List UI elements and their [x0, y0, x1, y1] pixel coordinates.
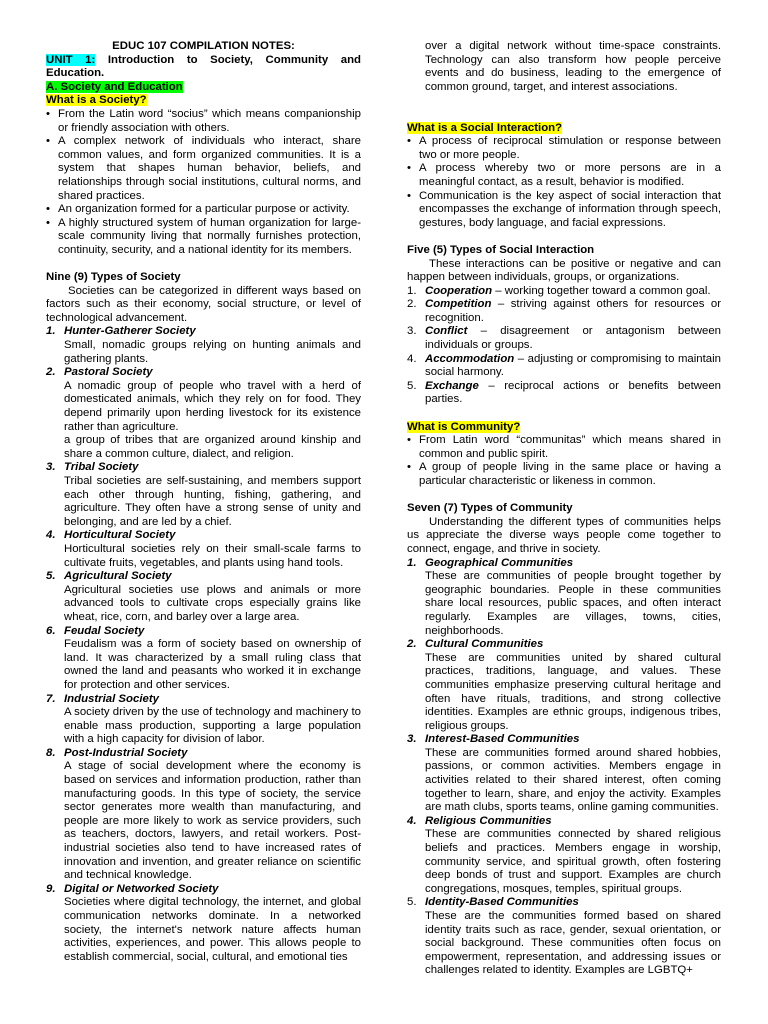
list-item: 5. Agricultural Society	[46, 570, 172, 583]
list-item: • A process of reciprocal stimulation or response between two or more people.	[407, 135, 721, 161]
list-item: • A highly structured system of human organization for large-scale community living that normally furnishes protection, continuity, security, and a national identity for its members.	[46, 216, 361, 256]
list-item: 4. Accommodation – adjusting or compromising to maintain social harmony.	[407, 352, 721, 379]
list-item: • A group of people living in the same place or having a particular characteristic or likeness in common.	[407, 461, 721, 487]
section-heading-five-types: Five (5) Types of Social Interaction	[407, 243, 595, 256]
question-social-interaction: What is a Social Interaction?	[407, 121, 563, 134]
paragraph: These are communities connected by shared religious beliefs and practices. Members engage in worship, community service, and spiritual growth, often fostering deep bonds of trust and support. Examples are church congregations, mosques, temples, spiritual groups.	[425, 828, 721, 895]
paragraph: Small, nomadic groups relying on hunting animals and gathering plants.	[64, 339, 361, 365]
paragraph: These are communities formed around shared hobbies, passions, or common activities. Members engage in activities related to their shared interest, often coming together to learn, share, and enjoy the activity. Examples are math clubs, sports teams, online gaming communities.	[425, 746, 721, 814]
list-item: 5. Identity-Based Communities	[407, 896, 579, 909]
paragraph: A nomadic group of people who travel with a herd of domesticated animals, which they rely on for food. They depend primarily upon herding livestock for its existence rather than agriculture.	[64, 379, 361, 433]
unit-heading	[46, 54, 361, 81]
question-society: What is a Society?	[46, 94, 147, 107]
list-item: 8. Post-Industrial Society	[46, 746, 188, 759]
section-heading-nine-types: Nine (9) Types of Society	[46, 271, 181, 284]
list-item: 1. Hunter-Gatherer Society	[46, 325, 196, 338]
paragraph: These are the communities formed based on shared identity traits such as race, gender, sexual orientation, or social background. These communities often focus on empowerment, representation, and addressing issues or challenges related to identity. Examples are LGBTQ+	[425, 910, 721, 977]
paragraph: Societies can be categorized in different ways based on factors such as their economy, social structure, or level of technological advancement.	[46, 284, 361, 324]
list-item: • From Latin word “communitas” which means shared in common and public spirit.	[407, 434, 721, 460]
list-item: 3. Interest-Based Communities	[407, 733, 580, 746]
paragraph: Tribal societies are self-sustaining, and members support each other through hunting, fishing, gathering, and agriculture. They often have a strong sense of unity and belonging, and are led by a chief.	[64, 475, 361, 528]
section-heading-seven-types: Seven (7) Types of Community	[407, 502, 573, 515]
paragraph: Feudalism was a form of society based on ownership of land. It was characterized by a small ruling class that owned the land and peasants who worked it in exchange for protection and other services.	[64, 638, 361, 691]
paragraph: Understanding the different types of communities helps us appreciate the diverse ways people come together to connect, engage, and thrive in society.	[407, 515, 721, 555]
list-item: 1. Cooperation – working together toward a common goal.	[407, 284, 711, 297]
paragraph: Agricultural societies use plows and animals or more advanced tools to cultivate crops especially grains like wheat, rice, corn, and barley over a large area.	[64, 583, 361, 623]
unit-title: Introduction to Society, Community and Education.	[46, 53, 361, 80]
list-item: 9. Digital or Networked Society	[46, 882, 219, 895]
unit-label: UNIT 1:	[46, 53, 96, 66]
list-item: 3. Conflict – disagreement or antagonism between individuals or groups.	[407, 325, 721, 352]
document-title: EDUC 107 COMPILATION NOTES:	[112, 40, 295, 52]
list-item: 2. Cultural Communities	[407, 638, 544, 651]
list-item: 4. Religious Communities	[407, 814, 552, 827]
paragraph: over a digital network without time-space constraints. Technology can also transform how people perceive events and do business, leading to the emergence of common ground, target, and interest associations.	[425, 40, 721, 93]
list-item: 2. Pastoral Society	[46, 366, 153, 379]
list-item: • A complex network of individuals who interact, share common values, and form organized communities. It is a system that shapes human behavior, beliefs, and relationships through social institutions, cultural norms, and shared practices.	[46, 135, 361, 202]
list-item: • From the Latin word “socius” which means companionship or friendly association with others.	[46, 107, 361, 134]
paragraph: These are communities of people brought together by geographic boundaries. People in these communities share local resources, public spaces, and often interact regularly. Examples are villages, towns, cities, neighborhoods.	[425, 570, 721, 637]
list-item: • An organization formed for a particular purpose or activity.	[46, 203, 350, 216]
list-item: 2. Competition – striving against others for resources or recognition.	[407, 298, 721, 324]
paragraph: Horticultural societies rely on their small-scale farms to cultivate fruits, vegetables, and plants using hand tools.	[64, 542, 361, 569]
paragraph: A stage of social development where the economy is based on services and information production, rather than manufacturing goods. In this type of society, the service sector generates more wealth than manufacturing, and people are more likely to work as service providers, such as teachers, doctors, lawyers, and retail workers. Post-industrial societies also tend to have increased rates of innovation and invention, and greater reliance on scientific and technical knowledge.	[64, 760, 361, 882]
list-item: • A process whereby two or more persons are in a meaningful contact, as a result, behavior is modified.	[407, 162, 721, 188]
left-column	[46, 40, 361, 964]
list-item: 1. Geographical Communities	[407, 556, 574, 569]
list-item: 3. Tribal Society	[46, 461, 139, 474]
list-item: 4. Horticultural Society	[46, 529, 176, 542]
paragraph: a group of tribes that are organized around kinship and share a common culture, dialect, and religion.	[64, 434, 361, 460]
paragraph: A society driven by the use of technology and machinery to enable mass production, supporting a large population with a high capacity for division of labor.	[64, 706, 361, 746]
section-heading: A. Society and Education	[46, 80, 183, 93]
list-item: • Communication is the key aspect of social interaction that encompasses the exchange of information through speech, gestures, body language, and facial expressions.	[407, 189, 721, 229]
right-column	[407, 40, 721, 978]
list-item: 7. Industrial Society	[46, 692, 159, 705]
paragraph: Societies where digital technology, the internet, and global communication networks dominate. In a networked society, the internet's network nature affects human activities, experiences, and power. This allows people to establish commercial, social, cultural, and emotional ties	[64, 896, 361, 963]
paragraph: These interactions can be positive or negative and can happen between individuals, groups, or organizations.	[407, 257, 721, 284]
list-item: 6. Feudal Society	[46, 624, 145, 637]
question-community: What is Community?	[407, 420, 521, 433]
list-item: 5. Exchange – reciprocal actions or benefits between parties.	[407, 379, 721, 406]
paragraph: These are communities united by shared cultural practices, traditions, language, and values. These communities emphasize preserving cultural heritage and often have rituals, traditions, and strong collective identities. Examples are ethnic groups, indigenous tribes, religious groups.	[425, 651, 721, 732]
